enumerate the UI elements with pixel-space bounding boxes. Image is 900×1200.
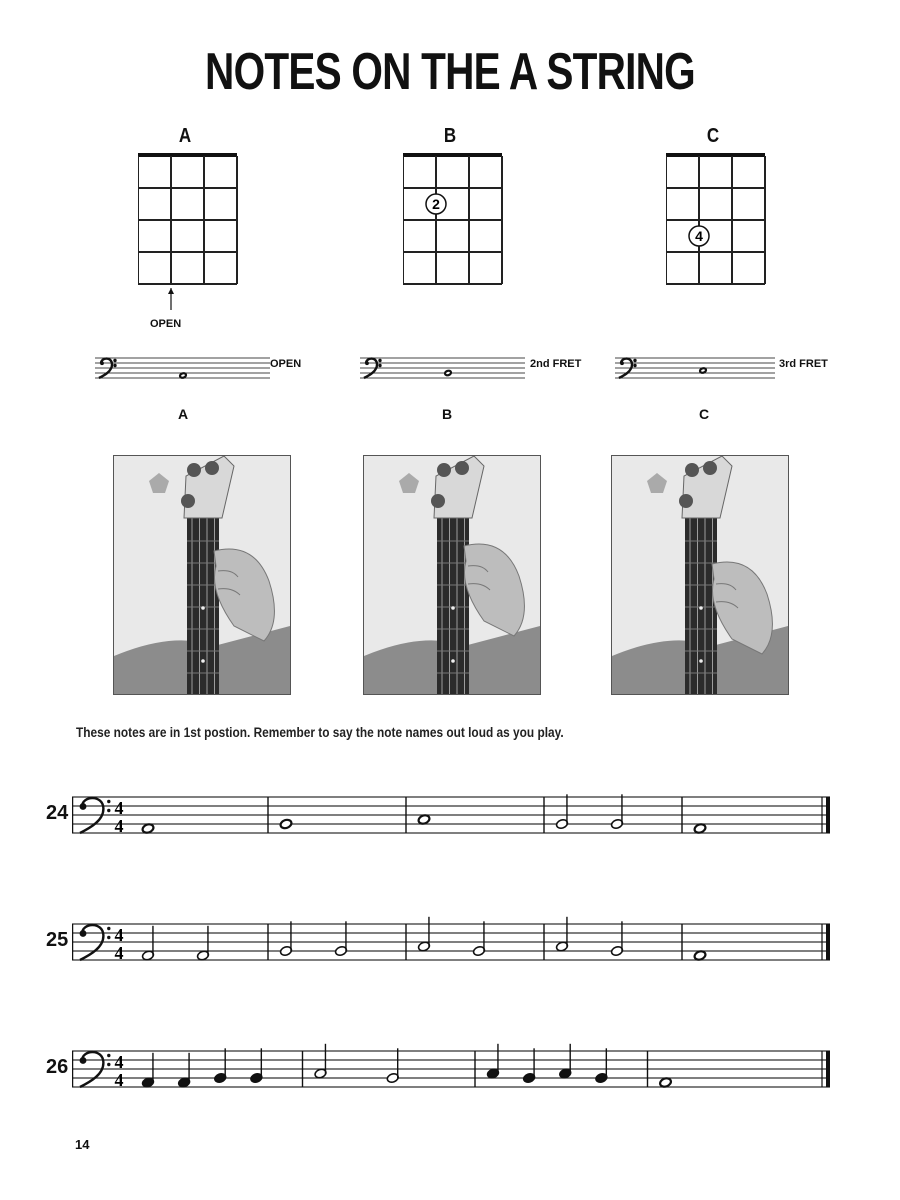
tuning-peg (431, 494, 445, 508)
note-staff-b (360, 350, 590, 430)
exercise-note (196, 926, 209, 961)
hand-on-bass-neck-photo (611, 455, 789, 695)
time-signature-bottom: 4 (114, 943, 124, 964)
note-staff-a (95, 350, 305, 430)
finger-number: 2 (432, 196, 440, 212)
hand-on-bass-neck-photo (363, 455, 541, 695)
tuning-peg (437, 463, 451, 477)
notehead (179, 372, 186, 378)
exercise-number: 25 (46, 929, 69, 951)
exercise-staff-24 (72, 785, 832, 855)
exercise-staff-25 (72, 912, 832, 982)
diagram-note-name: A (178, 125, 192, 147)
diagram-note-name: B (443, 125, 457, 147)
fret-position-label: OPEN (270, 358, 302, 370)
exercise-note (472, 921, 485, 956)
fret-diagram-a (130, 125, 240, 340)
bass-clef-dot (107, 927, 110, 930)
exercise-note (214, 1048, 227, 1083)
tuning-peg (187, 463, 201, 477)
staff-note (179, 372, 186, 378)
final-barline-thick (826, 924, 830, 960)
exercise-note (417, 917, 430, 952)
fret-diagram-c (658, 125, 768, 340)
exercise-number: 24 (46, 802, 69, 824)
exercise-note (141, 1053, 154, 1088)
staff-note-name: B (442, 406, 453, 422)
tuning-peg (679, 494, 693, 508)
exercise-note (334, 921, 347, 956)
fretboard-grid (138, 153, 238, 323)
tuning-peg (181, 494, 195, 508)
bass-clef-head (620, 361, 624, 365)
notehead (699, 367, 706, 373)
exercise-note (595, 1048, 608, 1083)
bass-clef-dot (107, 809, 110, 812)
tuning-peg (455, 461, 469, 475)
time-signature-bottom: 4 (114, 816, 124, 837)
open-string-label: OPEN (150, 318, 182, 330)
exercise-note (250, 1048, 263, 1083)
final-barline-thick (826, 797, 830, 833)
exercise-note (610, 794, 623, 829)
final-barline-thick (826, 1051, 830, 1087)
bass-clef-head (80, 1057, 87, 1064)
tuning-peg (703, 461, 717, 475)
exercise-number: 26 (46, 1056, 69, 1078)
instruction-caption: These notes are in 1st postion. Remember to say the note names out loud as you play. (76, 725, 564, 740)
exercise-note (555, 794, 568, 829)
nut (666, 153, 765, 157)
diagram-note-name: C (706, 125, 720, 147)
exercise-note (610, 921, 623, 956)
nut (138, 153, 237, 157)
fret-marker (699, 606, 703, 610)
time-signature-bottom: 4 (114, 1070, 124, 1091)
fretboard-grid (666, 153, 766, 288)
exercise-note (486, 1044, 499, 1079)
fret-marker (201, 659, 205, 663)
exercise-note (559, 1044, 572, 1079)
bass-clef-dot (633, 359, 636, 362)
bass-clef-dot (107, 1063, 110, 1066)
hand-on-bass-neck-photo (113, 455, 291, 695)
exercise-note (314, 1044, 327, 1079)
exercise-note (178, 1053, 191, 1088)
bass-clef-head (100, 361, 104, 365)
tuning-peg (685, 463, 699, 477)
bass-clef-dot (113, 359, 116, 362)
fret-marker (699, 659, 703, 663)
exercise-note (141, 926, 154, 961)
exercise-note (279, 921, 292, 956)
bass-clef-dot (107, 800, 110, 803)
bass-clef-dot (378, 364, 381, 367)
bass-clef-head (80, 803, 87, 810)
open-arrowhead (168, 288, 174, 294)
exercise-note (386, 1048, 399, 1083)
bass-staff (360, 350, 525, 400)
bass-clef-dot (107, 936, 110, 939)
bass-clef-dot (633, 364, 636, 367)
fret-marker (451, 659, 455, 663)
notehead (444, 370, 451, 376)
bass-staff (615, 350, 775, 400)
time-signature-top: 4 (114, 798, 124, 819)
exercise-staff-26 (72, 1039, 832, 1109)
bass-clef-dot (113, 364, 116, 367)
exercise-note (555, 917, 568, 952)
fret-diagram-b (395, 125, 505, 340)
time-signature-top: 4 (114, 1052, 124, 1073)
fret-marker (451, 606, 455, 610)
exercise-note (279, 818, 292, 829)
nut (403, 153, 502, 157)
exercise-note (523, 1048, 536, 1083)
bass-clef-head (80, 930, 87, 937)
fret-position-label: 2nd FRET (530, 358, 582, 370)
page-title: NOTES ON THE A STRING (205, 43, 695, 101)
bass-clef-dot (107, 1054, 110, 1057)
notehead (279, 818, 292, 829)
fret-marker (201, 606, 205, 610)
note-staff-c (615, 350, 840, 430)
staff-note-name: A (178, 406, 189, 422)
tuning-peg (205, 461, 219, 475)
time-signature-top: 4 (114, 925, 124, 946)
fret-position-label: 3rd FRET (779, 358, 828, 370)
finger-number: 4 (695, 228, 703, 244)
bass-staff (95, 350, 270, 400)
bass-clef-dot (378, 359, 381, 362)
staff-note-name: C (699, 406, 710, 422)
bass-clef-head (365, 361, 369, 365)
staff-note (444, 370, 451, 376)
page-number: 14 (75, 1137, 90, 1152)
fretboard-grid (403, 153, 503, 288)
staff-note (699, 367, 706, 373)
